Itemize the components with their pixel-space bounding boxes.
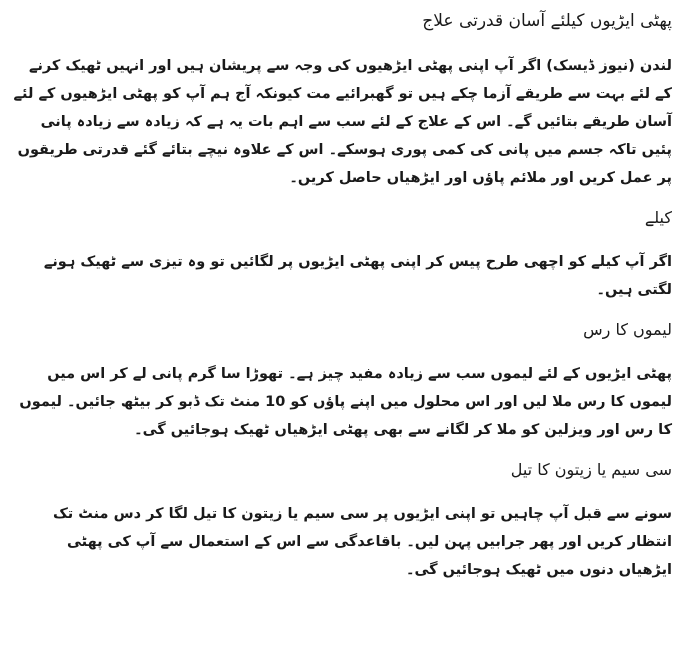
section-heading-oil: سی سیم یا زیتون کا تیل xyxy=(510,460,672,479)
intro-paragraph: لندن (نیوز ڈیسک) اگر آپ اپنی پھٹی ایڑھیوں کی وجہ سے پریشان ہیں اور انہیں ٹھیک کرنے کے لئے بہت سے طریقے آزما چکے ہیں تو گھبرائیے مت کیونکہ آج ہم آپ کو پھٹی ایڑھیوں کے لئے آسان طریقے بتائیں گے۔ اس کے علاج کے لئے سب سے اہم بات یہ ہے کہ زیادہ سے زیادہ پانی پئیں تاکہ جسم میں پانی کی کمی پوری ہوسکے۔ اس کے علاوہ نیچے بتائے گئے قدرتی طریقوں پر عمل کریں اور ملائم پاؤں اور ایڑھیاں حاصل کریں۔ xyxy=(13,58,672,186)
section-body-lemon: پھٹی ایڑیوں کے لئے لیموں سب سے زیادہ مفید چیز ہے۔ تھوڑا سا گرم پانی لے کر اس میں لیموں کا رس ملا لیں اور اس محلول میں اپنے پاؤں کو 10 منٹ تک ڈبو کر بیٹھ جائیں۔ لیموں کا رس اور ویزلین کو ملا کر لگانے سے بھی پھٹی ایڑھیاں ٹھیک ہوجائیں گی۔ xyxy=(19,366,672,438)
section-body-banana: اگر آپ کیلے کو اچھی طرح پیس کر اپنی پھٹی ایڑیوں پر لگائیں تو وہ تیزی سے ٹھیک ہونے لگتی ہیں۔ xyxy=(43,254,672,298)
article-title: پھٹی ایڑیوں کیلئے آسان قدرتی علاج xyxy=(422,11,672,31)
section-heading-banana: کیلے xyxy=(644,208,672,227)
section-body-oil: سونے سے قبل آپ چاہیں تو اپنی ایڑیوں پر سی سیم یا زیتون کا تیل لگا کر دس منٹ تک انتظار کریں اور پھر جرابیں پہن لیں۔ باقاعدگی سے اس کے استعمال سے آپ کی پھٹی ایڑھیاں دنوں میں ٹھیک ہوجائیں گی۔ xyxy=(52,506,672,578)
section-heading-lemon: لیموں کا رس xyxy=(583,320,672,339)
